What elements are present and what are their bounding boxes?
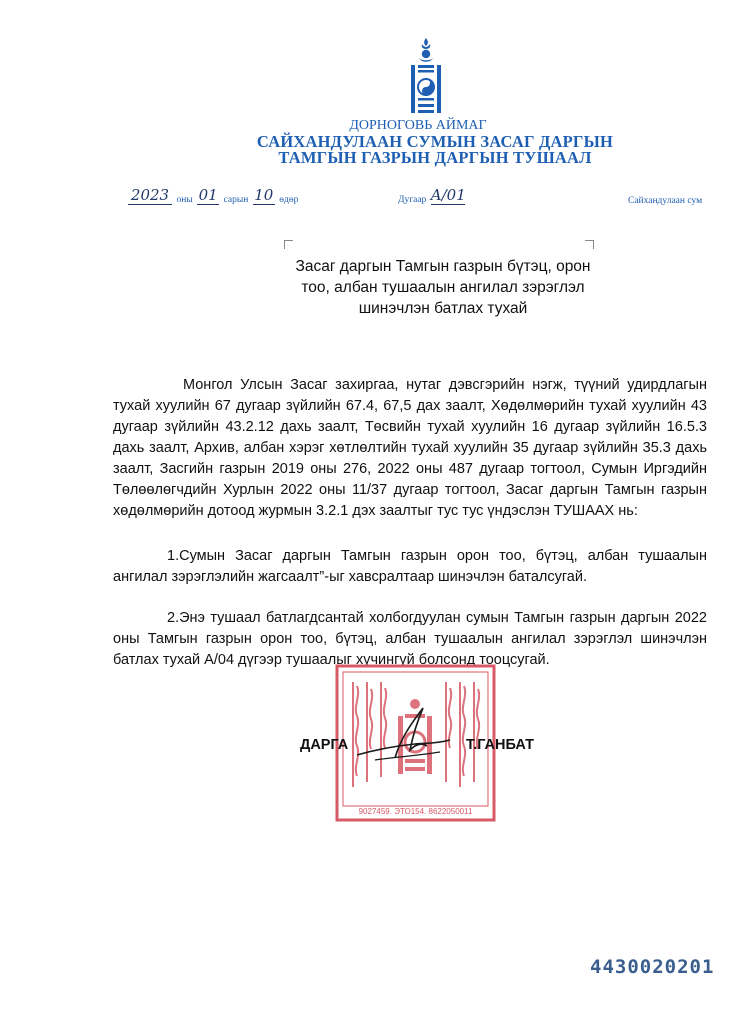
document-registry-number: 4430020201 [590,956,715,978]
number-label: Дугаар [398,195,427,205]
document-title: Засаг даргын Тамгын газрын бүтэц, орон тоо, албан тушаалын ангилал зэрэглэл шинэчлэн батлах тухай [295,258,591,317]
header-line3: ТАМГЫН ГАЗРЫН ДАРГЫН ТУШААЛ [278,148,592,167]
date-month: 01 [198,186,218,204]
handwritten-signature [355,700,455,770]
order-number: A/01 [430,186,466,204]
order-item-1: 1.Сумын Засаг даргын Тамгын газрын орон тоо, бүтэц, албан тушаалын ангилал зэрэглэлийн жагсаалт”-ыг хавсралтаар шинэчлэн баталсугай. [113,548,707,585]
date-year: 2023 [128,186,172,205]
header-aimag: ДОРНОГОВЬ АЙМАГ [349,118,487,133]
place-name: Сайхандулаан сум [628,196,703,206]
date-row [128,186,298,206]
month-label: сарын [223,195,249,205]
seal-registry-text: 9027459. ЭТО154. 8622050011 [358,807,473,816]
preamble-paragraph: Монгол Улсын Засаг захиргаа, нутаг дэвсгэрийн нэгж, түүний удирдлагын тухай хуулийн 67 дугаар зүйлийн 67.4, 67,5 дах заалт, Хөдөлмөрийн тухай хуулийн 43 дугаар зүйлийн 43.2.12 дахь заалт, Төсвийн тухай хуулийн 16 дугаар зүйлийн 16.5.3 дахь заалт, Архив, албан хэрэг хөтлөлтийн тухай хуулийн 35 дугаар зүйлийн 35.3 дахь заалт, Засгийн газрын 2019 оны 276, 2022 оны 487 дугаар тогтоол, Сумын Иргэдийн Төлөөлөгчдийн Хурлын 2022 оны 11/37 дугаар тогтоол, Засаг даргын Тамгын газрын хөдөлмөрийн дотоод журмын 3.2.1 дэх заалтыг тус тус үндэслэн ТУШААХ нь: [113,377,707,519]
year-label: оны [176,195,193,205]
number-row [398,186,465,205]
title-corner-mark-left [284,240,293,249]
order-item-2: 2.Энэ тушаал батлагдсантай холбогдуулан сумын Тамгын газрын даргын 2022 оны Тамгын газрын орон тоо, бүтэц, албан тушаалын ангилал зэрэглэл шинэчлэн батлах тухай А/04 дүгээр тушаалыг хүчингүй болсонд тооцсугай. [113,610,707,668]
signer-name: Т.ГАНБАТ [466,737,534,753]
soyombo-emblem-icon [408,38,444,114]
signer-title: ДАРГА [300,737,349,753]
date-day: 10 [254,186,274,204]
header-line2: САЙХАНДУЛААН СУМЫН ЗАСАГ ДАРГЫН [256,132,614,151]
day-label: өдөр [279,195,299,205]
title-corner-mark-right [585,240,594,249]
